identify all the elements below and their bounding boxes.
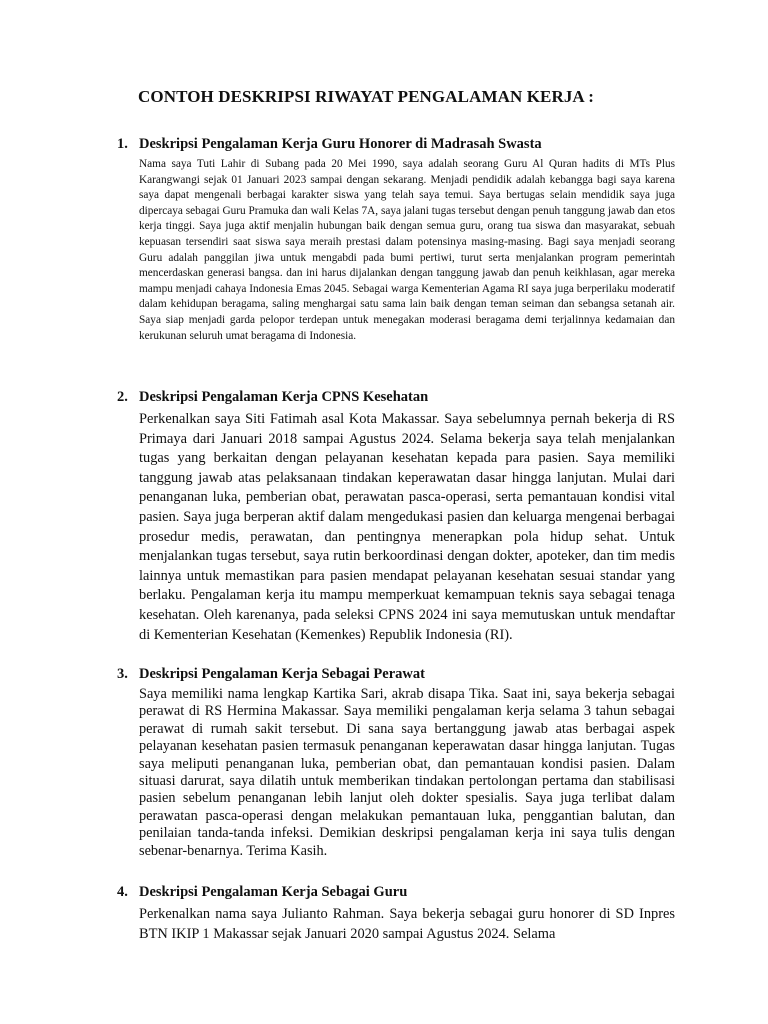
section-body: Saya memiliki nama lengkap Kartika Sari, akrab disapa Tika. Saat ini, saya bekerja sebagai perawat di RS Hermina Makassar. Saya memiliki pengalaman kerja selama 3 tahun sebagai perawat di rumah sakit tersebut. Di sana saya bertanggung jawab atas berbagai aspek pelayanan kesehatan pasien termasuk penanganan keperawatan dasar hingga lanjutan. Tugas saya meliputi penanganan luka, pemberian obat, dan pemantauan kondisi pasien. Dalam situasi darurat, saya dilatih untuk memberikan tindakan pertolongan pertama dan stabilisasi pasien sebelum penanganan lebih lanjut oleh dokter spesialis. Saya juga terlibat dalam perawatan pasca-operasi dengan melakukan pemantauan luka, penggantian balutan, dan penilaian tanda-tanda infeksi. Demikian deskripsi pengalaman kerja ini saya tulis dengan sebenar-benarnya. Terima Kasih. bbox=[139, 686, 675, 859]
section-heading: Deskripsi Pengalaman Kerja Guru Honorer di Madrasah Swasta bbox=[139, 136, 542, 152]
section-number: 1. bbox=[117, 136, 128, 152]
section-heading: Deskripsi Pengalaman Kerja Sebagai Perawat bbox=[139, 666, 425, 682]
section-number: 3. bbox=[117, 666, 128, 682]
section-body: Perkenalkan nama saya Julianto Rahman. Saya bekerja sebagai guru honorer di SD Inpres BTN IKIP 1 Makassar sejak Januari 2020 sampai Agustus 2024. Selama bbox=[139, 906, 675, 942]
section-body: Nama saya Tuti Lahir di Subang pada 20 Mei 1990, saya adalah seorang Guru Al Quran hadits di MTs Plus Karangwangi sejak 01 Januari 2023 sampai dengan sekarang. Menjadi pendidik adalah kebangga bagi saya karena saya dapat mengenali berbagai karakter siswa yang telah saya temui. Saya bertugas selain mendidik saya juga dipercaya sebagai Guru Pramuka dan wali Kelas 7A, saya jalani tugas tersebut dengan penuh tanggung jawab dan etos kerja tinggi. Saya juga aktif menjalin hubungan baik dengan semua guru, orang tua siswa dan masyarakat, sebuah kepuasan tersendiri saat siswa saya meraih prestasi dalam potensinya masing-masing. Bagi saya menjadi seorang Guru adalah panggilan jiwa untuk mengabdi pada bumi pertiwi, turut serta menjalankan program pemerintah mencerdaskan generasi bangsa. dan ini harus dijalankan dengan tanggung jawab dan penuh keikhlasan, agar mereka mampu menjadi cahaya Indonesia Emas 2045. Sebagai warga Kementerian Agama RI saya juga berperilaku moderatif dalam kehidupan beragama, saling menghargai satu sama lain baik dengan teman seiman dan sebangsa setanah air. Saya siap menjadi garda pelopor terdepan untuk menegakan moderasi beragama demi terjalinnya kedamaian dan kerukunan seluruh umat beragama di Indonesia. bbox=[139, 158, 675, 342]
section-number: 4. bbox=[117, 884, 128, 900]
section-number: 2. bbox=[117, 389, 128, 405]
section-body: Perkenalkan saya Siti Fatimah asal Kota Makassar. Saya sebelumnya pernah bekerja di RS Primaya dari Januari 2018 sampai Agustus 2024. Selama bekerja saya telah menjalankan tugas yang berkaitan dengan pelayanan kesehatan kepada para pasien. Saya memiliki tanggung jawab atas pelaksanaan tindakan keperawatan dasar hingga lanjutan. Mulai dari penanganan luka, pemberian obat, perawatan pasca-operasi, serta pemantauan kondisi vital pasien. Saya juga berperan aktif dalam mengedukasi pasien dan keluarga mengenai berbagai prosedur medis, perawatan, dan pentingnya menerapkan pola hidup sehat. Untuk menjalankan tugas tersebut, saya rutin berkoordinasi dengan dokter, apoteker, dan tim medis lainnya untuk memastikan para pasien mendapat pelayanan kesehatan sesuai standar yang berlaku. Pengalaman kerja itu mampu memperkuat kemampuan teknis saya sebagai tenaga kesehatan. Oleh karenanya, pada seleksi CPNS 2024 ini saya memutuskan untuk mendaftar di Kementerian Kesehatan (Kemenkes) Republik Indonesia (RI). bbox=[139, 411, 675, 643]
document-title: CONTOH DESKRIPSI RIWAYAT PENGALAMAN KERJA : bbox=[138, 87, 594, 106]
section-heading: Deskripsi Pengalaman Kerja Sebagai Guru bbox=[139, 884, 408, 900]
section-heading: Deskripsi Pengalaman Kerja CPNS Kesehatan bbox=[139, 389, 429, 405]
